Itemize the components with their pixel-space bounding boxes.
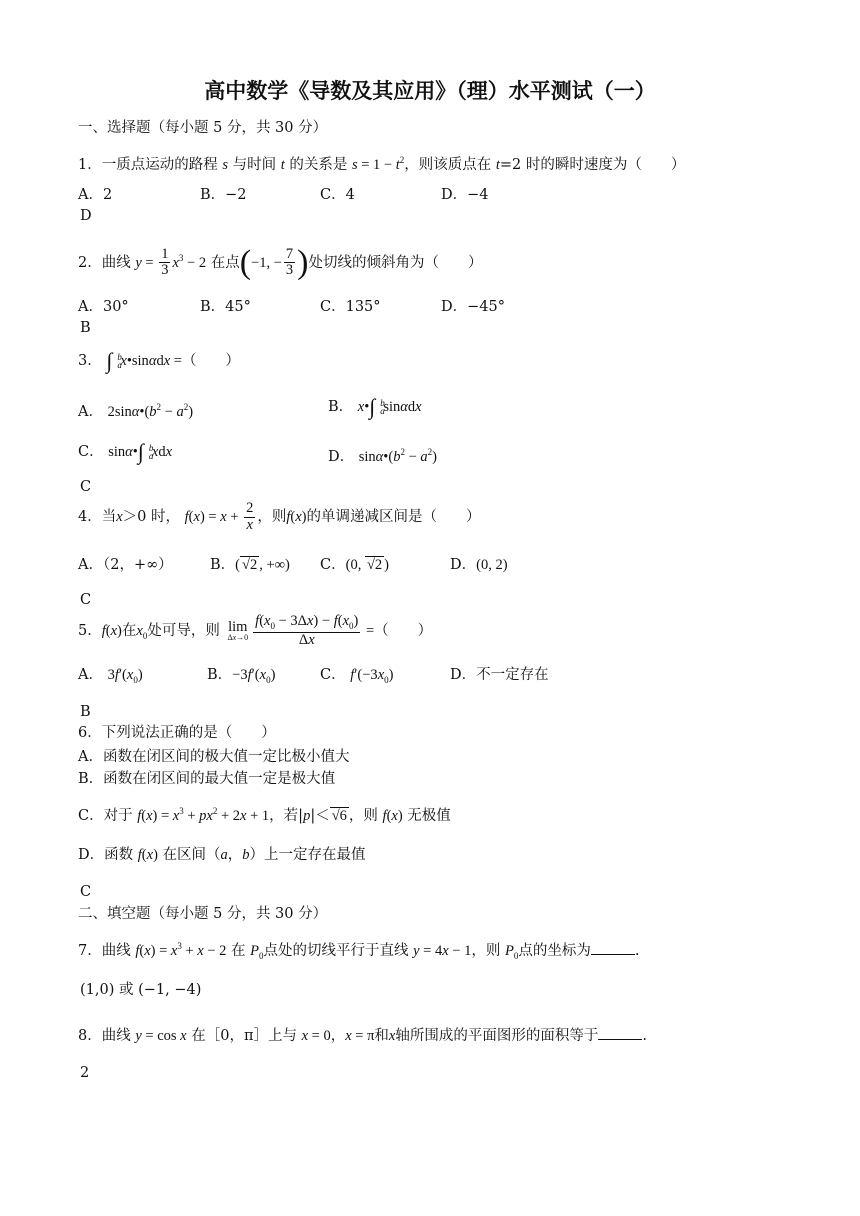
- q8-answer: 2: [80, 1065, 90, 1081]
- q5-answer: B: [80, 704, 91, 720]
- q6-answer: C: [80, 884, 92, 900]
- q4-option-a: A．（2，+∞）: [78, 557, 173, 573]
- q2-option-d: D．−45°: [441, 299, 505, 315]
- q1-answer: D: [80, 208, 92, 224]
- q2-option-b: B．45°: [200, 299, 251, 315]
- q4-answer: C: [80, 592, 92, 608]
- question-8: 8．曲线 y = cos x 在［0，π］上与 x = 0，x = π和x轴所围成的平面图形的面积等于 .: [78, 1028, 647, 1044]
- question-4: 4．当x＞0 时， f(x) = x + $\frac{2}{x}$ ，则f(x)的单调递减区间是（ ）: [78, 500, 481, 533]
- question-5: 5．f(x)在$x_0$处可导，则 lim Δx→0 $\frac{f(x_0 - 3\Delta x) - f(x_0)}{\Delta x}$ =（ ）: [78, 613, 433, 648]
- q1-option-d: D．−4: [441, 187, 489, 203]
- section-heading-fill: 二、填空题（每小题 5 分，共 30 分）: [78, 906, 328, 922]
- q4-option-d: D．(0, 2): [450, 557, 508, 573]
- q1-option-a: A．2: [78, 187, 113, 203]
- q5-option-a: A． $3f'(x_0)$: [78, 667, 143, 685]
- q4-option-b: B．( √2 , +∞): [210, 557, 290, 573]
- q6-option-b: B．函数在闭区间的最大值一定是极大值: [78, 771, 336, 787]
- question-7: 7．曲线 $f(x) = x^3 + x - 2$ 在 $P_0$点处的切线平行于直线 y = 4x − 1，则 $P_0$点的坐标为 .: [78, 941, 640, 961]
- question-3: 3． ∫ b a x•sinαdx =（ ）: [78, 348, 240, 373]
- q6-option-d: D．函数 f(x) 在区间（a，b）上一定存在最值: [78, 847, 366, 863]
- q1-option-b: B．−2: [200, 187, 247, 203]
- q1-option-c: C．4: [320, 187, 355, 203]
- question-6: 6．下列说法正确的是（ ）: [78, 725, 276, 741]
- q6-option-c: C．对于 $f(x) = x^3 + px^2 + 2x + 1$，若|p|＜ √6 ，则 f(x) 无极值: [78, 806, 451, 824]
- page-title: 高中数学《导数及其应用》（理）水平测试（一）: [204, 78, 656, 103]
- q3-option-a: A． $2\sin\alpha•(b^2 - a^2)$: [78, 402, 194, 420]
- section-heading-choice: 一、选择题（每小题 5 分，共 30 分）: [78, 120, 328, 136]
- q3-answer: C: [80, 479, 92, 495]
- q5-option-d: D．不一定存在: [450, 667, 549, 683]
- q3-option-b: B． x•∫ b a sinαdx: [328, 394, 422, 419]
- q4-option-c: C．(0, √2 ): [320, 557, 390, 573]
- q6-option-a: A．函数在闭区间的极大值一定比极小值大: [78, 749, 350, 765]
- q2-option-c: C．135°: [320, 299, 381, 315]
- q2-answer: B: [80, 320, 91, 336]
- q3-option-c: C． sinα•∫ b a xdx: [78, 439, 172, 464]
- q7-answer: (1,0) 或 (−1, −4): [80, 982, 202, 998]
- question-1: 1．一质点运动的路程 s 与时间 t 的关系是 $s = 1 - t^2$，则该质点在 t=2 时的瞬时速度为（ ）: [78, 155, 686, 173]
- q3-option-d: D． $\sin\alpha•(b^2 - a^2)$: [328, 447, 437, 465]
- question-2: 2．曲线 y = $\frac{1}{3}$ $x^3 - 2$ 在点(−1, − $\frac{7}{3}$ )处切线的倾斜角为（ ）: [78, 243, 483, 281]
- q5-option-b: B．$-3f'(x_0)$: [207, 667, 276, 685]
- q2-option-a: A．30°: [78, 299, 129, 315]
- q5-option-c: C． $f'(-3x_0)$: [320, 667, 394, 685]
